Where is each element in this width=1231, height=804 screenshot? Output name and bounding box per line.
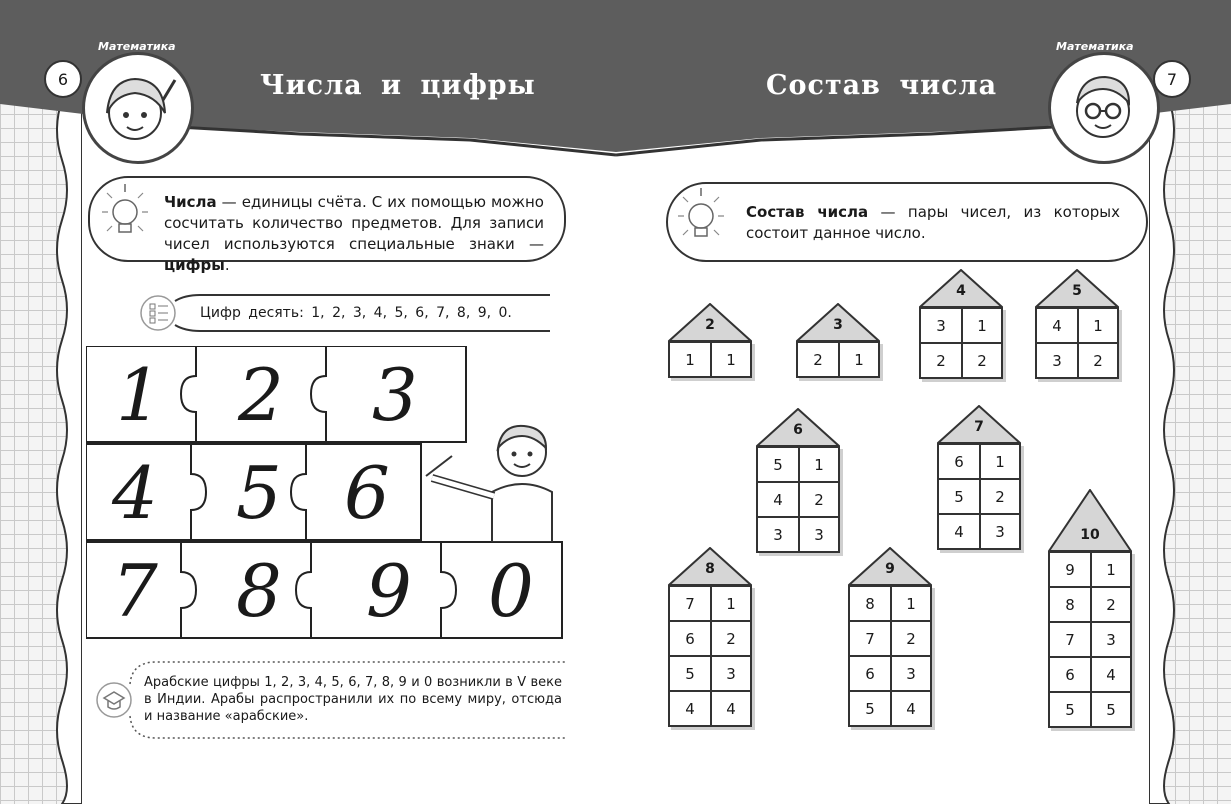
house-cell: 1 bbox=[961, 307, 1001, 342]
house-pair-row bbox=[758, 516, 838, 551]
girl-avatar bbox=[82, 52, 194, 164]
house-cell: 5 bbox=[1050, 691, 1090, 726]
house-cell: 1 bbox=[710, 341, 750, 376]
puzzle-digit-3: 3 bbox=[372, 353, 418, 437]
house-cell: 1 bbox=[798, 446, 838, 481]
house-cell: 7 bbox=[670, 585, 710, 620]
puzzle-digit-2: 2 bbox=[238, 353, 284, 437]
definition-term: Числа bbox=[164, 193, 217, 211]
house-cell: 8 bbox=[1050, 586, 1090, 621]
house-number: 9 bbox=[885, 561, 895, 577]
house-cell: 3 bbox=[798, 516, 838, 551]
house-cells bbox=[937, 443, 1021, 550]
house-pair-row bbox=[921, 307, 1001, 342]
house-pair-row bbox=[939, 443, 1019, 478]
house-pair-row bbox=[850, 620, 930, 655]
house-cell: 1 bbox=[1090, 551, 1130, 586]
house-cell: 2 bbox=[710, 620, 750, 655]
house-pair-row bbox=[670, 620, 750, 655]
house-pair-row bbox=[758, 481, 838, 516]
house-pair-row bbox=[1050, 691, 1130, 726]
house-number: 8 bbox=[705, 561, 715, 577]
house-cell: 3 bbox=[710, 655, 750, 690]
house-cell: 4 bbox=[939, 513, 979, 548]
house-cell: 4 bbox=[710, 690, 750, 725]
house-cell: 4 bbox=[890, 690, 930, 725]
right-page bbox=[616, 0, 1231, 804]
lightbulb-icon bbox=[100, 182, 150, 248]
house-4 bbox=[919, 269, 1003, 379]
house-cell: 2 bbox=[979, 478, 1019, 513]
house-pair-row bbox=[670, 585, 750, 620]
house-cell: 2 bbox=[798, 481, 838, 516]
house-number: 10 bbox=[1080, 527, 1100, 543]
house-cell: 5 bbox=[939, 478, 979, 513]
definition-text-right bbox=[746, 202, 1120, 244]
house-cell: 3 bbox=[979, 513, 1019, 548]
house-number: 4 bbox=[956, 283, 966, 299]
house-cell: 4 bbox=[670, 690, 710, 725]
subject-label-right: Математика bbox=[1056, 40, 1134, 53]
house-cells bbox=[848, 585, 932, 727]
house-6 bbox=[756, 408, 840, 553]
definition-text bbox=[164, 192, 544, 276]
house-cell: 4 bbox=[1037, 307, 1077, 342]
lightbulb-icon-right bbox=[676, 186, 726, 252]
house-cell: 5 bbox=[670, 655, 710, 690]
house-cell: 6 bbox=[850, 655, 890, 690]
house-cell: 1 bbox=[710, 585, 750, 620]
house-pair-row bbox=[1050, 656, 1130, 691]
house-cell: 7 bbox=[850, 620, 890, 655]
house-8 bbox=[668, 547, 752, 727]
boy-illustration bbox=[422, 412, 562, 542]
puzzle-digit-8: 8 bbox=[236, 549, 282, 633]
house-cells bbox=[1048, 551, 1132, 728]
definition-body: — единицы счёта. С их помощью можно сосчитать количество предметов. Для записи чисел используются специальные знаки — bbox=[164, 193, 544, 253]
definition-term2: цифры bbox=[164, 256, 225, 274]
house-cell: 4 bbox=[758, 481, 798, 516]
house-cells bbox=[919, 307, 1003, 379]
house-number: 6 bbox=[793, 422, 803, 438]
house-cell: 6 bbox=[670, 620, 710, 655]
subject-label: Математика bbox=[98, 40, 176, 53]
page-number-right: 7 bbox=[1153, 60, 1191, 98]
house-cell: 1 bbox=[1077, 307, 1117, 342]
puzzle-digit-4: 4 bbox=[112, 451, 158, 535]
house-pair-row bbox=[939, 478, 1019, 513]
house-pair-row bbox=[1050, 586, 1130, 621]
house-10 bbox=[1048, 489, 1132, 728]
fact-text: Арабские цифры 1, 2, 3, 4, 5, 6, 7, 8, 9 и 0 возникли в V веке в Индии. Арабы распространили их по всему миру, отсюда и название «арабские». bbox=[144, 675, 562, 724]
house-pair-row bbox=[1037, 342, 1117, 377]
house-pair-row bbox=[850, 655, 930, 690]
house-cell: 2 bbox=[1090, 586, 1130, 621]
definition-term-right: Состав числа bbox=[746, 203, 869, 221]
house-5 bbox=[1035, 269, 1119, 379]
house-cell: 5 bbox=[1090, 691, 1130, 726]
page-title-right: Состав числа bbox=[766, 70, 998, 101]
house-cell: 2 bbox=[890, 620, 930, 655]
right-wave-border bbox=[1149, 100, 1179, 804]
house-number: 5 bbox=[1072, 283, 1082, 299]
house-pair-row bbox=[850, 585, 930, 620]
house-number: 3 bbox=[833, 317, 843, 333]
house-cell: 7 bbox=[1050, 621, 1090, 656]
house-cell: 3 bbox=[1037, 342, 1077, 377]
puzzle-digit-6: 6 bbox=[344, 451, 390, 535]
digits-line: Цифр десять: 1, 2, 3, 4, 5, 6, 7, 8, 9, 0. bbox=[200, 305, 512, 321]
house-cell: 2 bbox=[961, 342, 1001, 377]
house-cell: 3 bbox=[1090, 621, 1130, 656]
house-cell: 1 bbox=[670, 341, 710, 376]
house-number: 2 bbox=[705, 317, 715, 333]
house-3 bbox=[796, 303, 880, 378]
puzzle-digit-7: 7 bbox=[112, 549, 158, 633]
house-cell: 3 bbox=[921, 307, 961, 342]
house-cell: 3 bbox=[890, 655, 930, 690]
house-cell: 2 bbox=[1077, 342, 1117, 377]
house-pair-row bbox=[670, 690, 750, 725]
house-pair-row bbox=[758, 446, 838, 481]
house-pair-row bbox=[1037, 307, 1117, 342]
puzzle-digit-1: 1 bbox=[116, 353, 162, 437]
boy-avatar bbox=[1048, 52, 1160, 164]
house-cells bbox=[668, 585, 752, 727]
house-7 bbox=[937, 405, 1021, 550]
house-cell: 5 bbox=[758, 446, 798, 481]
house-pair-row bbox=[939, 513, 1019, 548]
house-cell: 4 bbox=[1090, 656, 1130, 691]
house-cell: 3 bbox=[758, 516, 798, 551]
house-number: 7 bbox=[974, 419, 984, 435]
puzzle-digit-5: 5 bbox=[236, 451, 282, 535]
house-pair-row bbox=[850, 690, 930, 725]
house-pair-row bbox=[1050, 551, 1130, 586]
left-wave-border bbox=[52, 100, 82, 804]
house-cell: 1 bbox=[838, 341, 878, 376]
page-title: Числа и цифры bbox=[260, 70, 536, 101]
house-cell: 5 bbox=[850, 690, 890, 725]
house-cells bbox=[668, 341, 752, 378]
house-cell: 6 bbox=[939, 443, 979, 478]
house-pair-row bbox=[670, 655, 750, 690]
house-pair-row bbox=[1050, 621, 1130, 656]
house-cell: 8 bbox=[850, 585, 890, 620]
house-cell: 1 bbox=[890, 585, 930, 620]
house-cell: 6 bbox=[1050, 656, 1090, 691]
house-9 bbox=[848, 547, 932, 727]
house-pair-row bbox=[798, 341, 878, 376]
puzzle-digit-0: 0 bbox=[488, 549, 534, 633]
page-number: 6 bbox=[44, 60, 82, 98]
definition-body-right: — пары чисел, из которых состоит данное число. bbox=[746, 203, 1121, 242]
house-pair-row bbox=[670, 341, 750, 376]
house-cells bbox=[796, 341, 880, 378]
house-cell: 2 bbox=[921, 342, 961, 377]
definition-end: . bbox=[224, 256, 230, 274]
house-2 bbox=[668, 303, 752, 378]
house-cell: 1 bbox=[979, 443, 1019, 478]
house-cells bbox=[756, 446, 840, 553]
house-cell: 9 bbox=[1050, 551, 1090, 586]
puzzle-digit-9: 9 bbox=[366, 549, 412, 633]
house-cells bbox=[1035, 307, 1119, 379]
house-pair-row bbox=[921, 342, 1001, 377]
house-cell: 2 bbox=[798, 341, 838, 376]
